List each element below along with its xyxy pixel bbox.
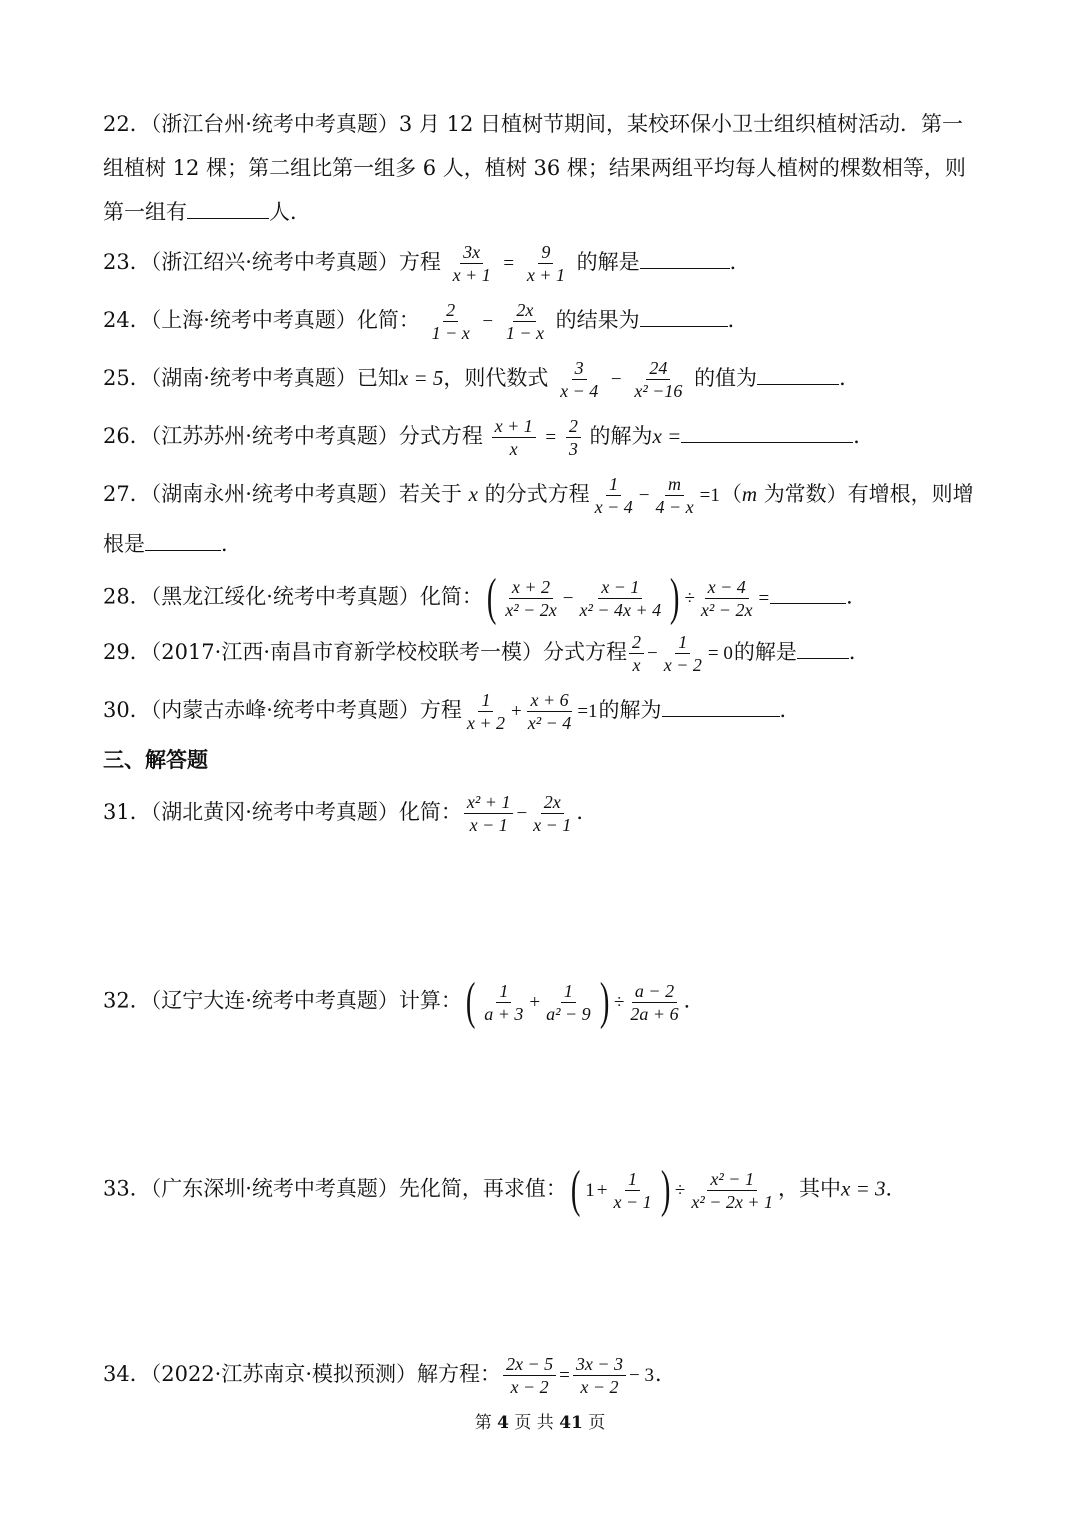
answer-blank	[662, 688, 780, 717]
fraction: $\frac{x + 2}{\text{x² − 2x}}$	[505, 576, 557, 620]
answer-blank	[640, 240, 730, 269]
question-29: 29．（2017·江西·南昌市育新学校校联考一模）分式方程 $\frac{2}{x}$ − $\frac{1}{x - 2}$ = 0的解是 ．	[103, 632, 870, 675]
q22-line3: 第一组有 人．	[103, 190, 983, 234]
fraction: $\frac{x - 1}{\text{x² − 4x + 4}}$	[579, 576, 662, 620]
question-32: 32．（辽宁大连·统考中考真题）计算：( $\frac{1}{a + 3}$ + $\frac{1}{\text{a² − 9}}$ ) ÷ $\frac{a - 2}{2a + 6}$ ．	[103, 973, 705, 1030]
question-27-line2: 根是 ．	[103, 522, 983, 566]
answer-blank	[187, 190, 269, 219]
fraction: $\frac{3}{x - 4}$	[560, 358, 599, 401]
fraction: $\frac{x - 4}{\text{x² − 2x}}$	[700, 576, 753, 620]
fraction: $\frac{3x}{x + 1}$	[452, 242, 491, 285]
answer-blank	[640, 298, 728, 327]
fraction: $\frac{m}{4 - x}$	[655, 474, 694, 517]
question-31: 31．（湖北黄冈·统考中考真题）化简： $\frac{\text{x² + 1}}{x - 1}$ − $\frac{2x}{x - 1}$ ．	[103, 792, 598, 835]
question-26: 26．（江苏苏州·统考中考真题）分式方程 $\frac{x + 1}{x}$ = $\frac{2}{3}$ 的解为x = ．	[103, 416, 875, 459]
question-34: 34．（2022·江苏南京·模拟预测）解方程： $\frac{2x - 5}{x - 2}$ = $\frac{3x - 3}{x - 2}$ − 3．	[103, 1354, 676, 1397]
section-title: 三、解答题	[103, 748, 208, 772]
fraction: $\frac{x + 6}{\text{x² − 4}}$	[527, 690, 572, 733]
page-footer: 第 4 页 共 41 页	[474, 1413, 606, 1433]
answer-blank	[681, 414, 853, 443]
fraction: $\frac{2x - 5}{x - 2}$	[503, 1353, 556, 1398]
answer-blank	[145, 522, 221, 551]
fraction: $\frac{1}{x + 2}$	[466, 690, 506, 733]
question-27: 27．（湖南永州·统考中考真题）若关于 x 的分式方程 $\frac{1}{x - 4}$ − $\frac{m}{4 - x}$ =1（m 为常数）有增根，则增	[103, 474, 974, 517]
question-22	[103, 102, 983, 234]
question-30: 30．（内蒙古赤峰·统考中考真题）方程 $\frac{1}{x + 2}$ + $\frac{x + 6}{\text{x² − 4}}$ =1的解为 ．	[103, 690, 801, 733]
answer-blank	[770, 575, 846, 604]
fraction: $\frac{x + 1}{x}$	[492, 415, 536, 460]
fraction: $\frac{2x}{x - 1}$	[533, 792, 572, 835]
question-24: 24．（上海·统考中考真题）化简： $\frac{2}{1 - x}$ − $\frac{2x}{1 - x}$ 的结果为 ．	[103, 300, 749, 343]
fraction: $\frac{1}{\text{a² − 9}}$	[546, 980, 591, 1024]
answer-blank	[757, 356, 839, 385]
fraction: $\frac{2}{1 - x}$	[431, 300, 470, 343]
fraction: $\frac{1}{x - 4}$	[594, 474, 633, 517]
fraction: $\frac{1}{a + 3}$	[484, 980, 524, 1024]
q22-line2: 组植树 12 棵；第二组比第一组多 6 人，植树 36 棵；结果两组平均每人植树的棵数相等，则	[103, 156, 966, 180]
fraction: $\frac{9}{x + 1}$	[526, 242, 565, 285]
question-28: 28．（黑龙江绥化·统考中考真题）化简：( $\frac{x + 2}{\text{x² − 2x}}$ − $\frac{x - 1}{\text{x² − 4x + 4}}$ ) ÷ $\frac{x - 4}{\text{x² − 2x}}$ = ．	[103, 569, 868, 626]
question-25: 25．（湖南·统考中考真题）已知x = 5，则代数式 $\frac{3}{x - 4}$ − $\frac{24}{\text{x² −16}}$ 的值为 ．	[103, 358, 861, 401]
question-33: 33．（广东深圳·统考中考真题）先化简，再求值：( 1 + $\frac{1}{x - 1}$ ) ÷ $\frac{\text{x² − 1}}{\text{x² − 2x + 1}}$ ，其中x = 3．	[103, 1161, 907, 1218]
fraction: $\frac{1}{x - 1}$	[613, 1168, 652, 1212]
answer-blank	[797, 630, 849, 659]
fraction: $\frac{2}{3}$	[566, 415, 581, 460]
fraction: $\frac{\text{x² + 1}}{x - 1}$	[464, 791, 514, 836]
fraction: $\frac{24}{\text{x² −16}}$	[634, 358, 683, 401]
q22-line1: 22．（浙江台州·统考中考真题）3 月 12 日植树节期间，某校环保小卫士组织植树活动．第一	[103, 112, 964, 136]
page-number: 4	[497, 1413, 509, 1433]
fraction: $\frac{2x}{1 - x}$	[505, 300, 544, 343]
fraction: $\frac{3x - 3}{x - 2}$	[573, 1353, 626, 1398]
fraction: $\frac{\text{x² − 1}}{\text{x² − 2x + 1}}$	[691, 1168, 774, 1212]
fraction: $\frac{a - 2}{2a + 6}$	[630, 980, 679, 1024]
fraction: $\frac{2}{x}$	[629, 631, 644, 676]
question-23: 23．（浙江绍兴·统考中考真题）方程 $\frac{3x}{x + 1}$ = $\frac{9}{x + 1}$ 的解是 ．	[103, 242, 751, 285]
fraction: $\frac{1}{x - 2}$	[663, 632, 702, 675]
page-total: 41	[559, 1413, 583, 1433]
